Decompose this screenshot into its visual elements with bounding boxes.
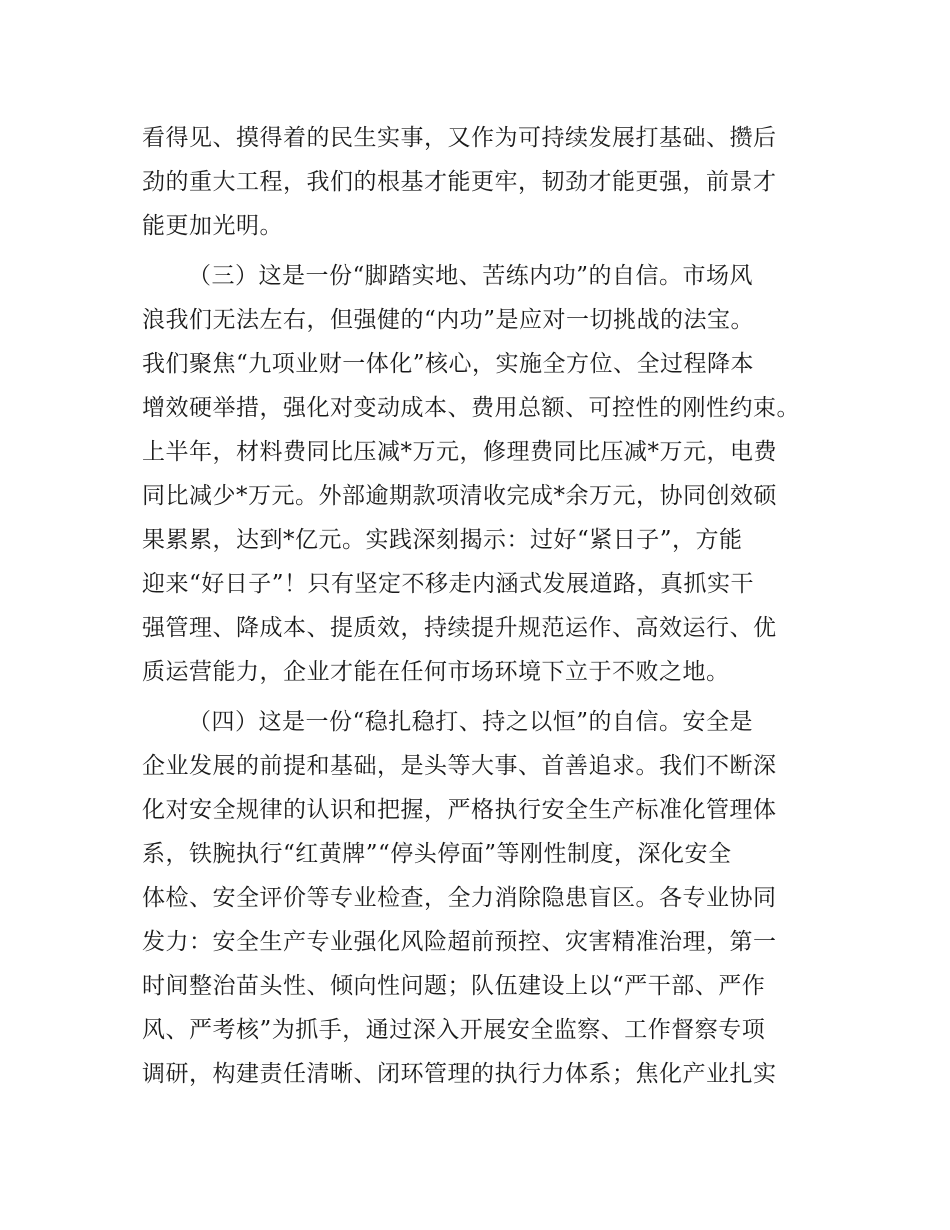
- text-line: 能更加光明。: [142, 213, 283, 239]
- text-line: 浪我们无法左右，但强健的“内功”是应对一切挑战的法宝。: [142, 307, 755, 333]
- text-line: 看得见、摸得着的民生实事，又作为可持续发展打基础、攒后: [142, 125, 777, 151]
- text-line: （四）这是一份“稳扎稳打、持之以恒”的自信。安全是: [188, 709, 754, 735]
- text-line: 同比减少*万元。外部逾期款项清收完成*余万元，协同创效硕: [142, 483, 777, 509]
- text-line: 调研，构建责任清晰、闭环管理的执行力体系；焦化产业扎实: [142, 1061, 777, 1087]
- text-line: 果累累，达到*亿元。实践深刻揭示：过好“紧日子”，方能: [142, 527, 743, 553]
- text-line: 体检、安全评价等专业检查，全力消除隐患盲区。各专业协同: [142, 885, 777, 911]
- text-line: （三）这是一份“脚踏实地、苦练内功”的自信。市场风: [188, 263, 754, 289]
- text-line: 强管理、降成本、提质效，持续提升规范运作、高效运行、优: [142, 615, 777, 641]
- paragraph-section-four: [142, 700, 822, 1096]
- text-line: 增效硬举措，强化对变动成本、费用总额、可控性的刚性约束。: [142, 395, 800, 421]
- text-line: 质运营能力，企业才能在任何市场环境下立于不败之地。: [142, 659, 730, 685]
- text-line: 时间整治苗头性、倾向性问题；队伍建设上以“严干部、严作: [142, 973, 766, 999]
- text-line: 企业发展的前提和基础，是头等大事、首善追求。我们不断深: [142, 753, 777, 779]
- text-line: 我们聚焦“九项业财一体化”核心，实施全方位、全过程降本: [142, 351, 755, 377]
- text-line: 化对安全规律的认识和把握，严格执行安全生产标准化管理体: [142, 797, 777, 823]
- text-line: 迎来“好日子”！只有坚定不移走内涵式发展道路，真抓实干: [142, 571, 755, 597]
- text-line: 风、严考核”为抓手，通过深入开展安全监察、工作督察专项: [142, 1017, 766, 1043]
- text-line: 上半年，材料费同比压减*万元，修理费同比压减*万元，电费: [142, 439, 777, 465]
- text-line: 发力：安全生产专业强化风险超前预控、灾害精准治理，第一: [142, 929, 777, 955]
- text-line: 劲的重大工程，我们的根基才能更牢，韧劲才能更强，前景才: [142, 169, 777, 195]
- paragraph-continuation: [142, 116, 822, 248]
- paragraph-section-three: [142, 254, 822, 694]
- text-line: 系，铁腕执行“红黄牌”“停头停面”等刚性制度，深化安全: [142, 841, 732, 867]
